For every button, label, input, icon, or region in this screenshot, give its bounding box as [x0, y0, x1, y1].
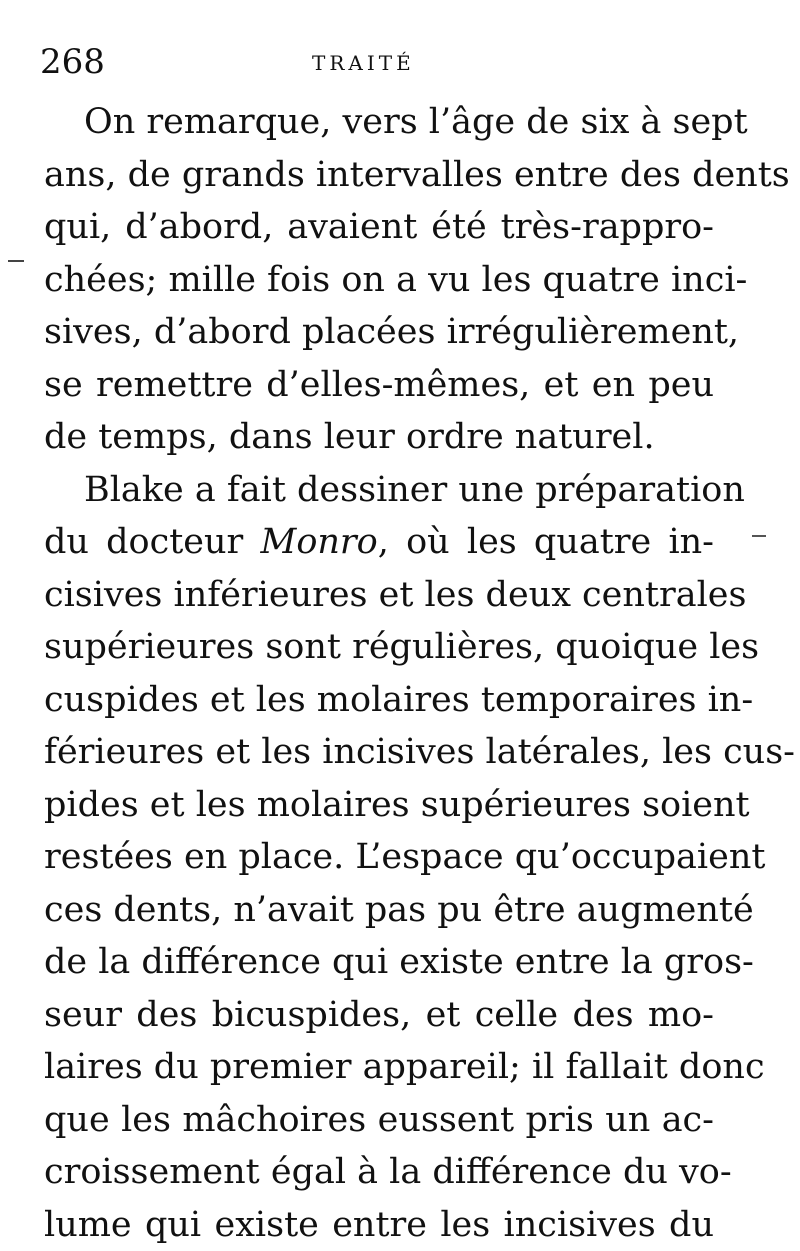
- text-line-with-italic: [44, 516, 714, 569]
- body-text: [44, 96, 714, 1251]
- text-line: cuspides et les molaires temporaires in-: [44, 674, 714, 727]
- text-line: lume qui existe entre les incisives du: [44, 1199, 714, 1251]
- text-line: ans, de grands intervalles entre des dents: [44, 149, 714, 202]
- text-line: de temps, dans leur ordre naturel.: [44, 411, 714, 464]
- page-header: [40, 42, 740, 82]
- margin-mark: [8, 260, 24, 262]
- text-line: Blake a fait dessiner une préparation: [44, 464, 714, 517]
- text-line: chées; mille fois on a vu les quatre inci-: [44, 254, 714, 307]
- running-head: TRAITÉ: [312, 48, 415, 78]
- text-line: férieures et les incisives latérales, les cus-: [44, 726, 714, 779]
- text-line: restées en place. L’espace qu’occupaient: [44, 831, 714, 884]
- text-line: supérieures sont régulières, quoique les: [44, 621, 714, 674]
- margin-mark-right: [752, 535, 766, 537]
- text-line: de la différence qui existe entre la gros-: [44, 936, 714, 989]
- text-line: seur des bicuspides, et celle des mo-: [44, 989, 714, 1042]
- text-line: que les mâchoires eussent pris un ac-: [44, 1094, 714, 1147]
- text-line: laires du premier appareil; il fallait donc: [44, 1041, 714, 1094]
- text-line: cisives inférieures et les deux centrales: [44, 569, 714, 622]
- text-line: On remarque, vers l’âge de six à sept: [44, 96, 714, 149]
- text-fragment: , où les quatre in-: [378, 522, 714, 562]
- text-line: ces dents, n’avait pas pu être augmenté: [44, 884, 714, 937]
- text-line: sives, d’abord placées irrégulièrement,: [44, 306, 714, 359]
- text-line: se remettre d’elles-mêmes, et en peu: [44, 359, 714, 412]
- page-number: 268: [40, 42, 105, 82]
- text-line: croissement égal à la différence du vo-: [44, 1146, 714, 1199]
- italic-name: Monro: [260, 522, 377, 562]
- text-fragment: du docteur: [44, 522, 243, 562]
- text-line: pides et les molaires supérieures soient: [44, 779, 714, 832]
- text-line: qui, d’abord, avaient été très-rappro-: [44, 201, 714, 254]
